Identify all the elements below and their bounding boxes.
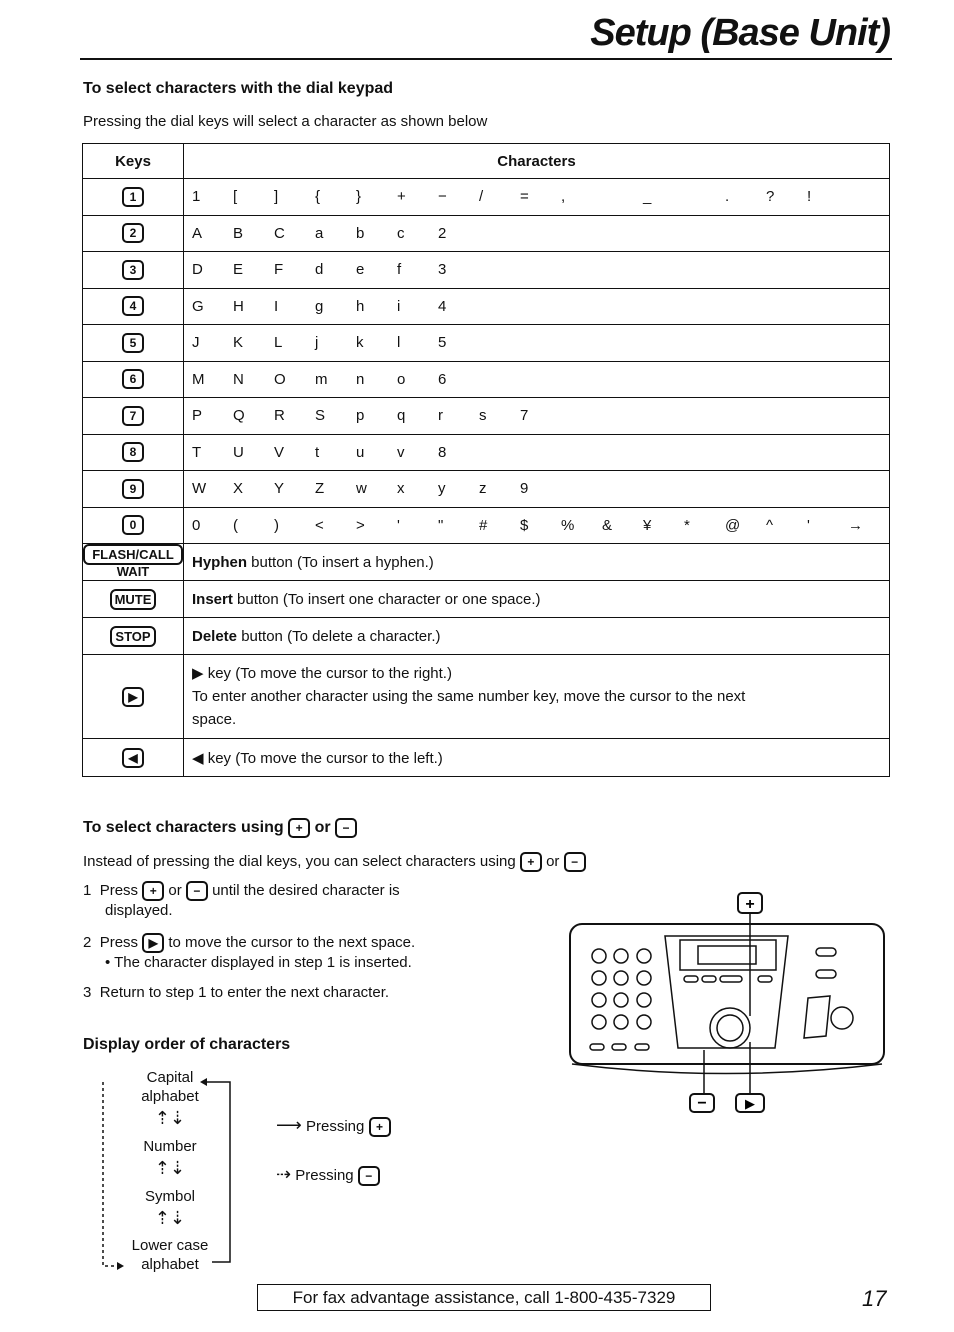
dial-key-0-icon: 0 [122,515,144,535]
char-cell: k [356,334,364,352]
char-cell: * [684,516,690,534]
char-cell: n [356,370,365,388]
char-cell: Q [233,407,245,425]
stop-key: STOP [110,626,155,647]
char-cell: = [520,188,529,206]
char-cell: B [233,224,244,242]
header-rule [80,58,892,60]
char-cell: N [233,370,244,388]
updown-arrow-icon: ⇡⇣ [154,1208,186,1228]
minus-key-icon: − [358,1166,380,1186]
minus-key-icon: − [335,818,357,838]
char-cell: _ [643,188,652,206]
char-cell: ' [397,516,400,534]
minus-key-icon: − [564,852,586,872]
svg-text:+: + [745,896,755,913]
fax-unit-illustration [560,888,890,1118]
char-cell: u [356,443,365,461]
char-cell: i [397,297,401,315]
char-cell: q [397,407,406,425]
table-row [83,471,890,508]
right-arrow-key-icon: ▶ [142,933,164,953]
order-capital: Capital alphabet [141,1069,199,1105]
char-cell: r [438,407,443,425]
char-cell: F [274,261,284,279]
table-row [83,507,890,544]
char-cell: j [315,334,319,352]
dial-key-2-icon: 2 [122,223,144,243]
char-cell: b [356,224,365,242]
char-cell: ! [807,188,812,206]
char-cell: O [274,370,286,388]
char-cell: G [192,297,204,315]
char-cell: 3 [438,261,447,279]
dial-key-6-icon: 6 [122,369,144,389]
char-cell: L [274,334,283,352]
char-cell: z [479,480,487,498]
table-row [83,361,890,398]
flash-key-cell [83,544,184,581]
char-cell: 7 [520,407,529,425]
char-cell: 6 [438,370,447,388]
col-header-keys: Keys [83,144,184,179]
char-cell: → [848,516,863,534]
table-row [83,325,890,362]
char-cell: S [315,407,326,425]
char-cell: ' [807,516,810,534]
section-heading-display-order: Display order of characters [83,1036,291,1053]
flash-desc: Hyphen button (To insert a hyphen.) [184,544,890,581]
char-cell: y [438,480,446,498]
char-cell: @ [725,516,741,534]
plus-key-icon: + [369,1117,391,1137]
char-cell: V [274,443,285,461]
char-cell: > [356,516,365,534]
char-list [192,407,889,424]
page-number: 17 [862,1286,887,1311]
char-cell: ) [274,516,279,534]
page-title: Setup (Base Unit) [590,12,890,54]
char-list [192,225,889,242]
char-cell [602,188,643,205]
char-cell: 8 [438,443,447,461]
character-table [82,143,890,777]
char-cell: < [315,516,324,534]
char-cell: + [397,188,406,206]
char-cell [684,188,725,205]
step-2: 2 Press ▶ to move the cursor to the next space. • The character displayed in step 1 is inserted. [83,934,416,971]
char-cell: x [397,480,405,498]
char-list [192,298,889,315]
dial-key-1-icon: 1 [122,187,144,207]
table-row [83,179,890,216]
char-list [192,371,889,388]
table-row [83,252,890,289]
char-cell: ^ [766,516,774,534]
char-cell: [ [233,188,238,206]
char-cell: H [233,297,244,315]
table-row [83,434,890,471]
char-cell: Y [274,480,285,498]
char-cell: X [233,480,244,498]
order-symbol: Symbol [144,1188,196,1205]
char-cell: K [233,334,244,352]
left-key-desc: ◀ key (To move the cursor to the left.) [184,739,890,777]
char-cell: } [356,188,362,206]
char-cell: f [397,261,402,279]
dial-key-8-icon: 8 [122,442,144,462]
svg-text:▶: ▶ [745,1097,755,1112]
minus-key-icon: − [186,881,208,901]
char-cell: ( [233,516,238,534]
char-list [192,334,889,351]
updown-arrow-icon: ⇡⇣ [154,1108,186,1128]
char-cell: g [315,297,324,315]
char-cell: " [438,516,444,534]
char-cell: J [192,334,200,352]
legend-plus: ⟶ Pressing + [276,1115,391,1137]
char-cell: t [315,443,320,461]
section-heading-plus-minus: To select characters using + or − [83,818,357,838]
flash-call-wait-key: FLASH/CALL WAIT [83,544,183,565]
char-cell: 9 [520,480,529,498]
char-cell: v [397,443,405,461]
char-cell: C [274,224,285,242]
step-3: 3 Return to step 1 to enter the next character. [83,984,390,1001]
svg-text:−: − [697,1095,707,1112]
dial-key-7-icon: 7 [122,406,144,426]
char-cell: M [192,370,205,388]
char-cell: A [192,224,203,242]
char-cell: # [479,516,488,534]
char-cell: ] [274,188,279,206]
mute-key: MUTE [110,589,157,610]
char-cell: h [356,297,365,315]
char-cell: 5 [438,334,447,352]
char-cell: & [602,516,613,534]
char-cell: e [356,261,365,279]
display-order-diagram [100,1068,240,1278]
char-cell: D [192,261,203,279]
dashed-arrow-icon: ⇢ [276,1164,292,1184]
steps-list [83,881,483,1003]
updown-arrow-icon: ⇡⇣ [154,1158,186,1178]
step-1: 1 Press + or − until the desired character is displayed. [83,882,400,919]
char-cell: E [233,261,244,279]
char-cell: / [479,188,484,206]
char-cell: ? [766,188,775,206]
char-cell: − [438,188,447,206]
char-cell: P [192,407,203,425]
solid-arrow-icon: ⟶ [276,1115,302,1135]
char-cell: s [479,407,487,425]
plus-key-icon: + [142,881,164,901]
dial-key-9-icon: 9 [122,479,144,499]
char-cell: 1 [192,188,201,206]
dial-key-4-icon: 4 [122,296,144,316]
order-lowercase: Lower case alphabet [131,1237,209,1273]
section-intro: Pressing the dial keys will select a character as shown below [83,113,488,130]
col-header-characters: Characters [184,144,890,179]
char-cell: Z [315,480,325,498]
char-cell: p [356,407,365,425]
char-cell: U [233,443,244,461]
char-cell: I [274,297,279,315]
table-row [83,215,890,252]
char-cell: w [356,480,367,498]
char-cell: 2 [438,224,447,242]
char-cell: $ [520,516,529,534]
char-cell: T [192,443,202,461]
right-arrow-key-icon: ▶ [122,687,144,707]
char-cell: a [315,224,324,242]
char-cell: { [315,188,321,206]
char-cell: W [192,480,207,498]
char-cell: m [315,370,328,388]
legend-minus: ⇢ Pressing − [276,1164,380,1186]
char-list [192,188,889,205]
char-cell: % [561,516,575,534]
mute-desc: Insert button (To insert one character or one space.) [184,581,890,618]
stop-desc: Delete button (To delete a character.) [184,618,890,655]
char-list [192,444,889,461]
char-cell: , [561,188,566,206]
section-heading-dial-keypad: To select characters with the dial keypad [83,80,394,97]
dial-key-5-icon: 5 [122,333,144,353]
order-number: Number [143,1138,197,1155]
char-cell: c [397,224,405,242]
char-list [192,517,889,534]
plus-key-icon: + [520,852,542,872]
plus-key-icon: + [288,818,310,838]
dial-key-3-icon: 3 [122,260,144,280]
char-cell: l [397,334,401,352]
char-cell: 0 [192,516,201,534]
char-cell: 4 [438,297,447,315]
char-list [192,480,889,497]
table-row [83,398,890,435]
char-cell: d [315,261,324,279]
plus-minus-intro: Instead of pressing the dial keys, you can select characters using + or − [83,852,586,872]
left-arrow-key-icon: ◀ [122,748,144,768]
char-cell: R [274,407,285,425]
char-list [192,261,889,278]
table-row [83,288,890,325]
char-cell: ¥ [643,516,652,534]
char-cell: o [397,370,406,388]
footer-assistance: For fax advantage assistance, call 1-800-435-7329 [257,1284,711,1311]
right-key-desc: ▶ key (To move the cursor to the right.) To enter another character using the same number key, move the cursor to the next space. [184,655,890,739]
char-cell: . [725,188,730,206]
